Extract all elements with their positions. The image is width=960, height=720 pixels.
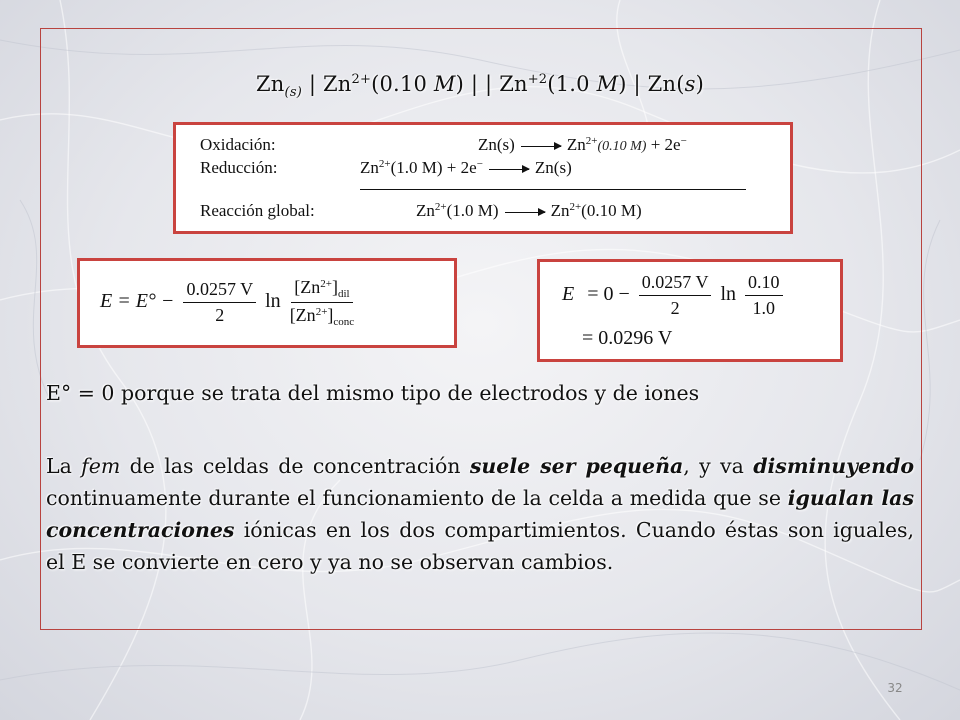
- sum-divider: [360, 189, 746, 190]
- arrow-icon: [505, 212, 545, 213]
- global-equation: $Zn^{2+}(1.0$ M) $Zn^{2+}(0.10$ M): [416, 201, 642, 220]
- half-reactions-box: [173, 122, 793, 234]
- nernst-calc-equation: E = 0 − $\frac{0.0257 V}{2}$ ln $\frac{0.10}{1.0}$: [562, 272, 787, 319]
- nernst-coefficient: $\frac{0.0257 V}{2}$: [639, 272, 712, 319]
- cell-notation-title: $Zn_{(s)}$ | $Zn^{2+}(0.10$ M) | | $Zn^{+2}(1.0$ M) | Zn(s): [256, 72, 704, 101]
- nernst-result: = 0.0296 V: [582, 327, 673, 349]
- reduction-equation: $Zn^{2+}(1.0$ M) + 2e− Zn(s): [360, 158, 572, 177]
- arrow-icon: [521, 146, 561, 147]
- reduction-label: Reducción:: [200, 158, 278, 177]
- explanation-paragraph: La fem de las celdas de concentración suele ser pequeña, y va disminuyendo continuamente durante el funcionamiento de la celda a medida que se igualan las concentraciones iónicas en los dos compartimientos. Cuando éstas son iguales, el E se convierte en cero y ya no se observan cambios.: [46, 454, 915, 574]
- nernst-general-box: [77, 258, 457, 348]
- arrow-icon: [489, 169, 529, 170]
- oxidation-label: Oxidación:: [200, 135, 276, 154]
- standard-potential-statement: E° = 0 porque se trata del mismo tipo de electrodos y de iones: [46, 381, 700, 405]
- nernst-general-equation: E = E° − $\frac{0.0257 V}{2}$ ln $\frac{[Zn^{2+}]_{dil}}{[Zn^{2+}]_{conc}}$: [100, 277, 355, 328]
- concentration-ratio: $\frac{[Zn^{2+}]_{dil}}{[Zn^{2+}]_{conc}}$: [289, 277, 355, 328]
- oxidation-equation: Zn(s) $Zn^{2+}(0.10$ M) + 2e−: [478, 135, 687, 154]
- concentration-ratio: $\frac{0.10}{1.0}$: [745, 272, 783, 319]
- nernst-coefficient: $\frac{0.0257 V}{2}$: [183, 279, 256, 326]
- page-number: 32: [887, 681, 903, 695]
- global-reaction-label: Reacción global:: [200, 201, 315, 220]
- nernst-calculation-box: [537, 259, 843, 362]
